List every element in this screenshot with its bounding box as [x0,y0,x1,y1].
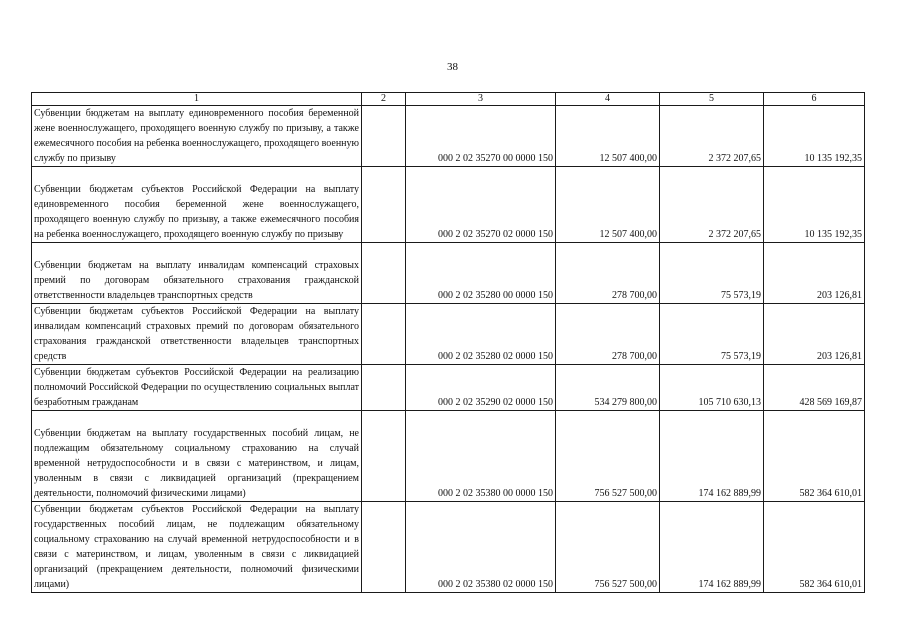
header-col-1: 1 [32,93,362,106]
row-name: Субвенции бюджетам субъектов Российской Федерации на реализацию полномочий Российской Федерации по осуществлению социальных выплат безработным гражданам [32,365,362,411]
row-code: 000 2 02 35380 02 0000 150 [406,502,556,593]
row-plan: 278 700,00 [556,304,660,365]
header-col-3: 3 [406,93,556,106]
row-name: Субвенции бюджетам субъектов Российской Федерации на выплату единовременного пособия беременной жене военнослужащего, проходящего военную службу по призыву, а также ежемесячного пособия на ребенка военнослужащего, проходящего военную службу по призыву [32,167,362,243]
row-remainder: 10 135 192,35 [764,106,865,167]
row-code: 000 2 02 35270 02 0000 150 [406,167,556,243]
table-row [32,243,865,304]
header-row [32,93,865,106]
row-executed: 174 162 889,99 [660,502,764,593]
row-executed: 105 710 630,13 [660,365,764,411]
table-row [32,411,865,502]
page-number: 38 [447,61,458,73]
row-plan: 534 279 800,00 [556,365,660,411]
row-code: 000 2 02 35280 02 0000 150 [406,304,556,365]
row-col2 [362,106,406,167]
row-col2 [362,411,406,502]
row-plan: 12 507 400,00 [556,167,660,243]
row-col2 [362,243,406,304]
table-row [32,167,865,243]
row-code: 000 2 02 35270 00 0000 150 [406,106,556,167]
row-executed: 75 573,19 [660,243,764,304]
row-name: Субвенции бюджетам субъектов Российской Федерации на выплату государственных пособий лицам, не подлежащим обязательному социальному страхованию на случай временной нетрудоспособности и в связи с материнством, и лицам, уволенным в связи с ликвидацией организаций (прекращением деятельности, полномочий физическими лицами) [32,502,362,593]
row-remainder: 203 126,81 [764,304,865,365]
row-name: Субвенции бюджетам на выплату инвалидам компенсаций страховых премий по договорам обязательного страхования гражданской ответственности владельцев транспортных средств [32,243,362,304]
row-code: 000 2 02 35280 00 0000 150 [406,243,556,304]
table-row [32,304,865,365]
header-col-4: 4 [556,93,660,106]
row-code: 000 2 02 35290 02 0000 150 [406,365,556,411]
row-col2 [362,365,406,411]
row-plan: 756 527 500,00 [556,411,660,502]
header-col-5: 5 [660,93,764,106]
row-remainder: 582 364 610,01 [764,502,865,593]
row-name: Субвенции бюджетам на выплату государственных пособий лицам, не подлежащим обязательному социальному страхованию на случай временной нетрудоспособности и в связи с материнством, и лицам, уволенным в связи с ликвидацией организаций (прекращением деятельности, полномочий физическими лицами) [32,411,362,502]
row-executed: 2 372 207,65 [660,167,764,243]
row-name: Субвенции бюджетам субъектов Российской Федерации на выплату инвалидам компенсаций страховых премий по договорам обязательного страхования гражданской ответственности владельцев транспортных средств [32,304,362,365]
budget-table [31,92,865,593]
row-plan: 12 507 400,00 [556,106,660,167]
row-col2 [362,304,406,365]
table-row [32,502,865,593]
header-col-2: 2 [362,93,406,106]
row-remainder: 428 569 169,87 [764,365,865,411]
row-code: 000 2 02 35380 00 0000 150 [406,411,556,502]
table-row [32,365,865,411]
row-executed: 75 573,19 [660,304,764,365]
row-col2 [362,167,406,243]
row-plan: 756 527 500,00 [556,502,660,593]
row-remainder: 203 126,81 [764,243,865,304]
row-name: Субвенции бюджетам на выплату единовременного пособия беременной жене военнослужащего, проходящего военную службу по призыву, а также ежемесячного пособия на ребенка военнослужащего, проходящего военную службу по призыву [32,106,362,167]
table-row [32,106,865,167]
row-col2 [362,502,406,593]
row-executed: 2 372 207,65 [660,106,764,167]
row-plan: 278 700,00 [556,243,660,304]
row-remainder: 582 364 610,01 [764,411,865,502]
row-executed: 174 162 889,99 [660,411,764,502]
header-col-6: 6 [764,93,865,106]
row-remainder: 10 135 192,35 [764,167,865,243]
